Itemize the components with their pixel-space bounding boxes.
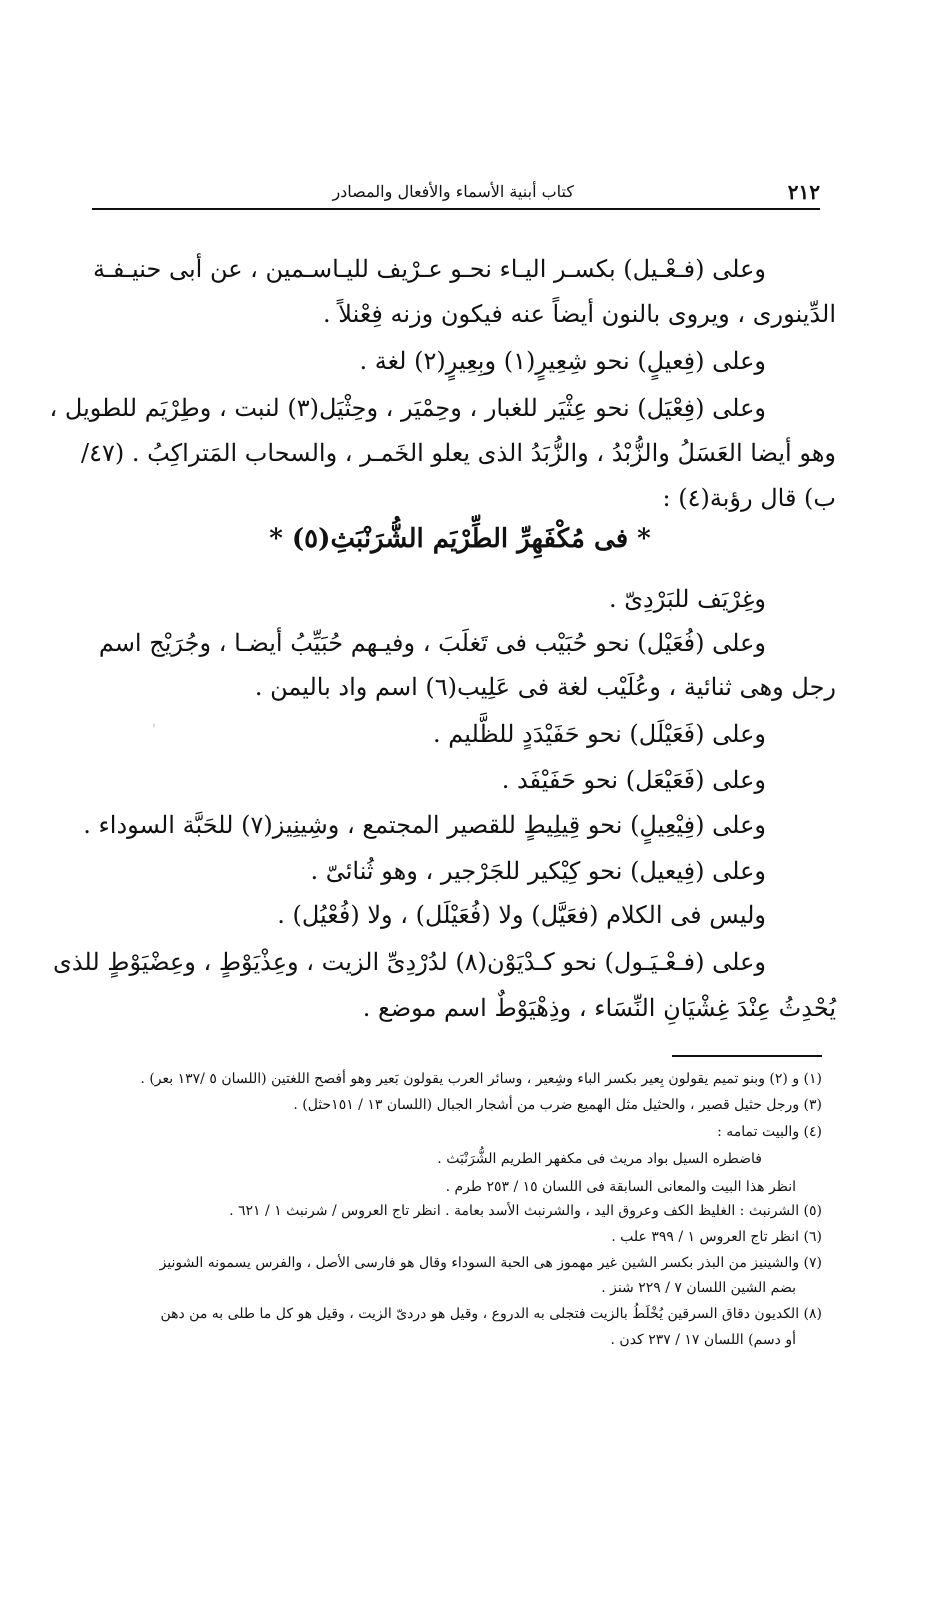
body-line: وعلى (فَعَيْلَل) نحو حَفَيْدَدٍ للظَّليم . (433, 720, 766, 748)
footnote: (٦) انظر تاج العروس ١ / ٣٩٩ علب . (611, 1229, 822, 1245)
body-line: رجل وهى ثنائية ، وعُلَيْب لغة فى عَلِيب(٦) اسم واد باليمن . (254, 673, 836, 701)
body-line: وعلى (فـعْـيل) بكسـر اليـاء نحـو عـرْيف لليـاسـمين ، عن أبى حنيـفـة (92, 255, 766, 283)
body-line: وهو أيضا العَسَلُ والزُّبْدُ ، والزُّبَدُ الذى يعلو الخَمـر ، والسحاب المَتراكِبُ . (٤٧/ (81, 439, 836, 467)
footnote: (١) و (٢) وبنو تميم يقولون بِعير بكسر الباء وشِعير ، وسائر العرب يقولون بَعير وهو أفصح اللغتين (اللسان ٥ /١٣٧ بعر) . (140, 1071, 822, 1087)
body-line: وعلى (فِعْيَل) نحو عِثْيَر للغبار ، وحِمْيَر ، وحِثْيَل(٣) لنبت ، وطِرْيَم للطويل ، (49, 394, 766, 422)
running-header (92, 178, 820, 210)
footnote: (٧) والشينيز من البذر بكسر الشين غير مهموز هى الحبة السوداء وقال هو فارسى الأصل ، والفرس يسمونه الشونيز (159, 1255, 822, 1271)
scan-speck: ' (152, 722, 156, 738)
footnote: بضم الشين اللسان ٧ / ٢٢٩ شنز . (601, 1280, 796, 1296)
body-line: وعلى (فِعيلٍ) نحو شِعِيرٍ(١) وبِعِيرٍ(٢) لغة . (359, 347, 766, 375)
footnote: (٣) ورجل حثيل قصير ، والحثيل مثل الهميع ضرب من أشجار الجبال (اللسان ١٣ / ١٥١حثل) . (293, 1097, 822, 1113)
body-line: وعلى (فُعَيْل) نحو حُبَيْب فى تَغلَبَ ، وفيـهم حُبَيِّبُ أيضـا ، وجُرَيْج اسم (98, 629, 766, 657)
page-number: ٢١٢ (787, 180, 820, 204)
body-line: يُحْدِثُ عِنْدَ غِشْيَانِ النِّسَاء ، وذِهْيَوْطٌ اسم موضع . (362, 994, 836, 1022)
body-line: وعلى (فِيْعِيلٍ) نحو قِيلِيطٍ للقصير المجتمع ، وشِينِيز(٧) للحَبَّة السوداء . (83, 811, 766, 839)
body-line: وغِرْيَف للبَرْدِىّ . (608, 585, 766, 613)
footnote: انظر هذا البيت والمعانى السابقة فى اللسان ١٥ / ٢٥٣ طرم . (445, 1179, 796, 1195)
footnote: (٥) الشرنبث : الغليظ الكف وعروق اليد ، والشرنبث الأسد بعامة . انظر تاج العروس / شرنبث ١ / ٦٢١ . (229, 1203, 822, 1219)
poetry-verse: * فى مُكْفَهِرِّ الطِّرْيَم الشُّرَنْبَثِ(٥) * (269, 524, 651, 554)
body-line: وعلى (فِيعيل) نحو كِيْكير للجَرْجير ، وهو ثُنائىّ . (310, 857, 766, 885)
footnote: أو دسم) اللسان ١٧ / ٢٣٧ كدن . (610, 1332, 796, 1348)
footnote-verse: فاضطره السيل بواد مريث فى مكفهر الطريم الشُّرَنْبَث . (437, 1151, 762, 1167)
footnote: (٤) والبيت تمامه : (717, 1124, 822, 1140)
body-line: وليس فى الكلام (فعَيَّل) ولا (فُعَيْلَل) ، ولا (فُعْيُل) . (277, 901, 766, 929)
body-line: ب) قال رؤبة(٤) : (662, 484, 836, 512)
book-title: كتاب أبنية الأسماء والأفعال والمصادر (332, 182, 574, 201)
body-line: وعلى (فَعَيْعَل) نحو حَفَيْفَد . (501, 766, 766, 794)
footnote-separator (672, 1055, 822, 1057)
body-line: وعلى (فـعْـيَـول) نحو كـدْيَوْن(٨) لدُرْدِىِّ الزيت ، وعِذْيَوْطٍ ، وعِضْيَوْطٍ للذى (53, 948, 766, 976)
body-line: الدِّينورى ، ويروى بالنون أيضاً عنه فيكون وزنه فِعْنلاً . (323, 300, 836, 328)
footnote: (٨) الكديون دقاق السرقين يُخْلَطُ بالزيت فتجلى به الدروع ، وقيل هو دردىّ الزيت ، وقيل هو كل ما طلى به من دهن (160, 1306, 822, 1322)
